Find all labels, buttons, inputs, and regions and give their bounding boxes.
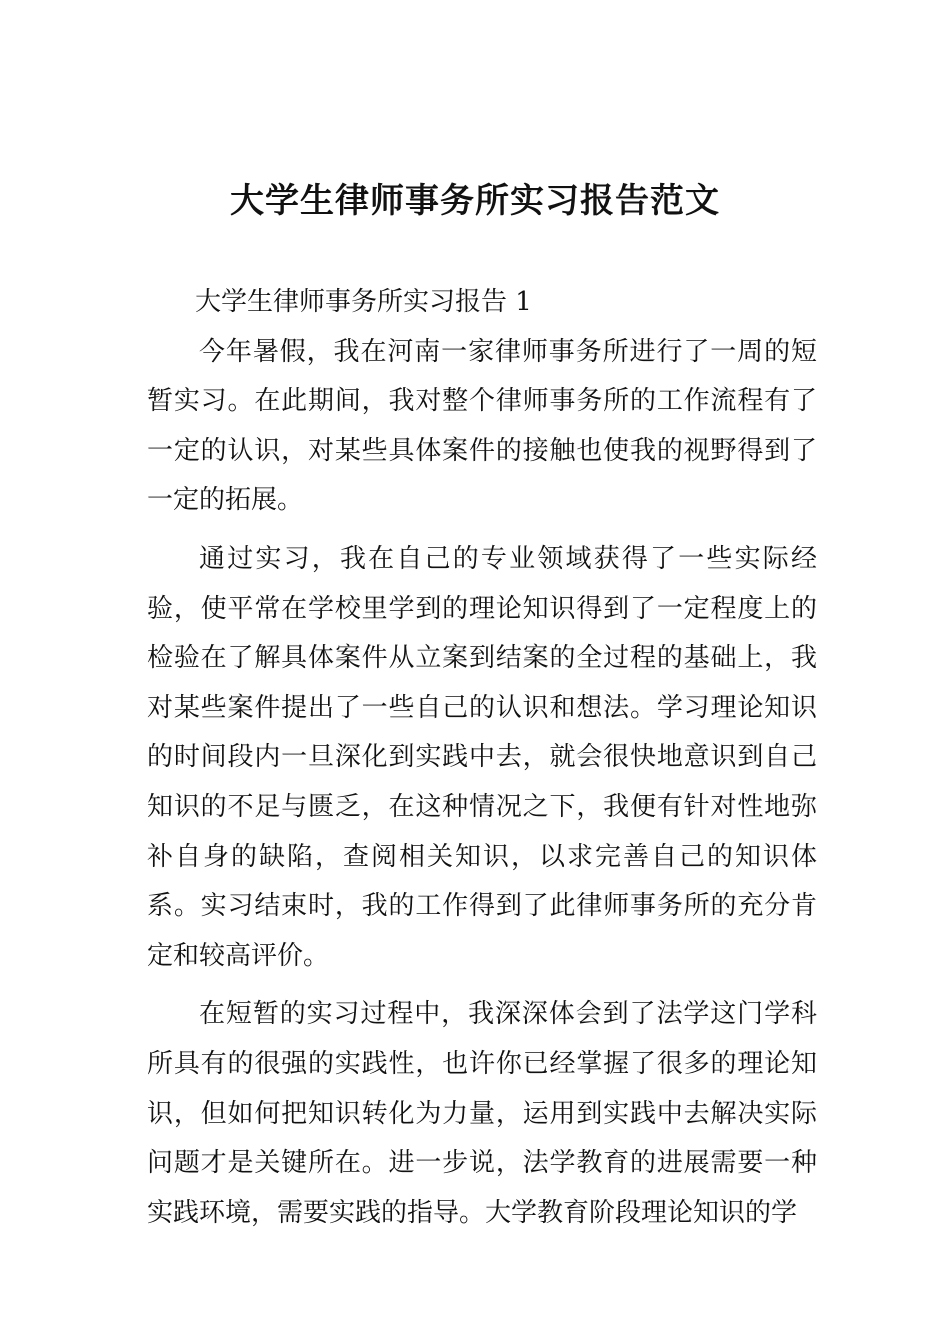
paragraph-3: 在短暂的实习过程中，我深深体会到了法学这门学科所具有的很强的实践性，也许你已经掌握了很多的理论知识，但如何把知识转化为力量，运用到实践中去解决实际问题才是关键所在。进一步说，法学教育的进展需要一种实践环境，需要实践的指导。大学教育阶段理论知识的学 xyxy=(147,999,817,1228)
paragraph-1: 今年暑假，我在河南一家律师事务所进行了一周的短暂实习。在此期间，我对整个律师事务所的工作流程有了一定的认识，对某些具体案件的接触也使我的视野得到了一定的拓展。 xyxy=(147,336,817,516)
document-body xyxy=(147,278,817,1238)
section-subheading: 大学生律师事务所实习报告 1 xyxy=(195,287,532,317)
paragraph-2: 通过实习，我在自己的专业领域获得了一些实际经验，使平常在学校里学到的理论知识得到了一定程度上的检验在了解具体案件从立案到结案的全过程的基础上，我对某些案件提出了一些自己的认识和想法。学习理论知识的时间段内一旦深化到实践中去，就会很快地意识到自己知识的不足与匮乏，在这种情况之下，我便有针对性地弥补自身的缺陷，查阅相关知识，以求完善自己的知识体系。实习结束时，我的工作得到了此律师事务所的充分肯定和较高评价。 xyxy=(147,543,817,971)
document-title: 大学生律师事务所实习报告范文 xyxy=(230,181,720,221)
